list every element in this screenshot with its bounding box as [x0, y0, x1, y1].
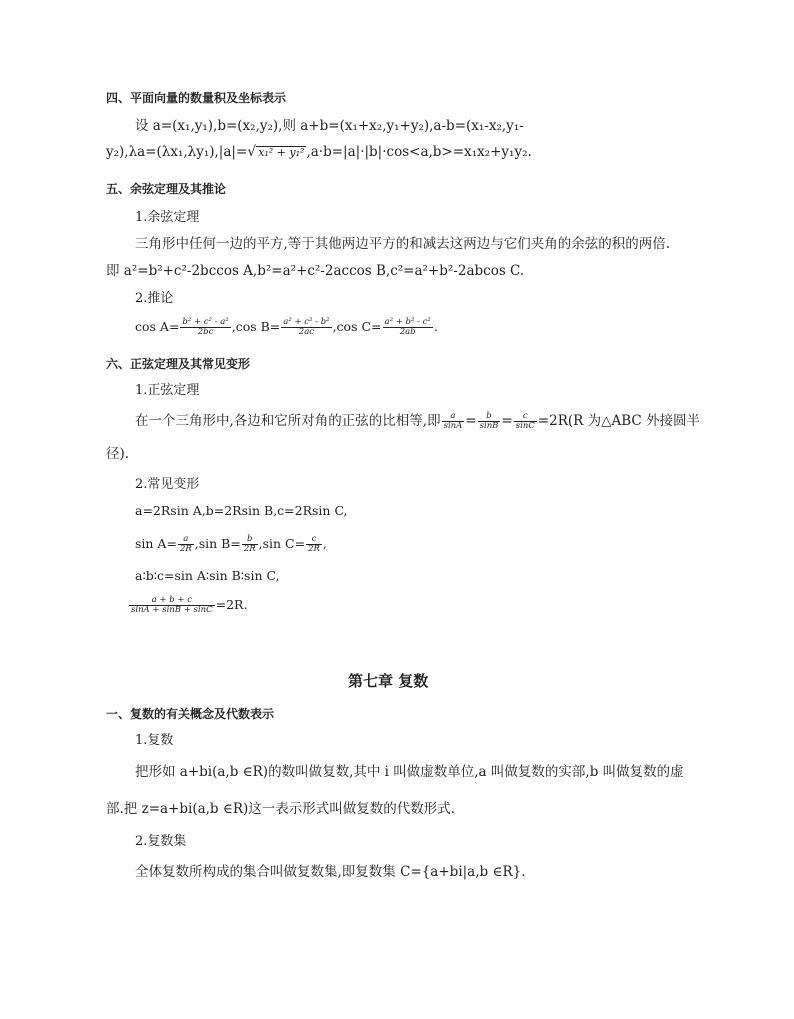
subheading: 1.余弦定理 [135, 210, 200, 225]
fraction: $\frac{\text{a² + c² - b²}}{2ac}$ [283, 317, 330, 337]
chapter-title: 第七章 复数 [348, 672, 429, 690]
fraction: $\frac{\text{b² + c² - a²}}{2bc}$ [182, 317, 229, 337]
text-line: 即 a²=b²+c²-2bccos A,b²=a²+c²-2accos B,c²=a²+b²-2abcos C. [106, 263, 525, 279]
formula-line: sin A= $\frac{a}{2R}$ ,sin B= $\frac{b}{2R}$ ,sin C= $\frac{c}{2R}$ , [135, 534, 327, 554]
section-heading: 六、正弦定理及其常见变形 [106, 357, 251, 371]
text-line: 径). [106, 446, 130, 462]
fraction: $\frac{b}{2R}$ [243, 534, 256, 554]
subheading: 1.复数 [135, 733, 174, 748]
fraction: $\frac{a}{2R}$ [179, 534, 192, 554]
fraction: $\frac{\text{a² + b² - c²}}{2ab}$ [384, 317, 431, 337]
section-heading: 四、平面向量的数量积及坐标表示 [106, 91, 287, 105]
formula-line: $\frac{a + b + c}{\sin A + \sin B + \sin C}$ =2R. [131, 595, 248, 615]
formula-line: a∶b∶c=sin A∶sin B∶sin C, [135, 568, 280, 583]
text-line: 部.把 z=a+bi(a,b ∈R)这一表示形式叫做复数的代数形式. [106, 801, 456, 817]
section-heading: 五、余弦定理及其推论 [106, 182, 227, 196]
text-line: 三角形中任何一边的平方,等于其他两边平方的和减去这两边与它们夹角的余弦的积的两倍. [135, 236, 671, 252]
text-line: 全体复数所构成的集合叫做复数集,即复数集 C={a+bi|a,b ∈R}. [135, 864, 526, 880]
subheading: 2.复数集 [135, 834, 187, 849]
subheading: 2.推论 [135, 291, 174, 306]
fraction: $\frac{a + b + c}{\sin A + \sin B + \sin C}$ [131, 595, 213, 615]
formula-line: cos A= $\frac{\text{b² + c² - a²}}{2bc}$ ,cos B= $\frac{\text{a² + c² - b²}}{2ac}$ ,cos C= $\frac{\text{a² + b² - c²}}{2ab}$ . [135, 317, 438, 337]
subheading: 2.常见变形 [135, 477, 200, 492]
fraction: $\frac{c}{2R}$ [308, 534, 320, 554]
subheading: 1.正弦定理 [135, 383, 200, 398]
text-line: 设 a=(x₁,y₁),b=(x₂,y₂),则 a+b=(x₁+x₂,y₁+y₂),a-b=(x₁-x₂,y₁- [135, 118, 524, 134]
sqrt-expression: x₁² + y₁² [258, 146, 305, 159]
fraction: $\frac{b}{\sin B}$ [479, 411, 499, 431]
formula-line: a=2Rsin A,b=2Rsin B,c=2Rsin C, [135, 503, 348, 518]
text-line: 把形如 a+bi(a,b ∈R)的数叫做复数,其中 i 叫做虚数单位,a 叫做复数的实部,b 叫做复数的虚 [135, 764, 684, 780]
text-line: 在一个三角形中,各边和它所对角的正弦的比相等,即 $\frac{a}{\sin A}$ = $\frac{b}{\sin B}$ = $\frac{c}{\sin C}$ =2R(R 为△ABC 外接圆半 [135, 411, 701, 431]
fraction: $\frac{a}{\sin A}$ [443, 411, 463, 431]
text-line: y₂),λa=(λx₁,λy₁),|a|=√ x₁² + y₁² ,a·b=|a|·|b|·cos<a,b>=x₁x₂+y₁y₂. [106, 144, 532, 160]
fraction: $\frac{c}{\sin C}$ [515, 411, 535, 431]
section-heading: 一、复数的有关概念及代数表示 [106, 707, 275, 721]
